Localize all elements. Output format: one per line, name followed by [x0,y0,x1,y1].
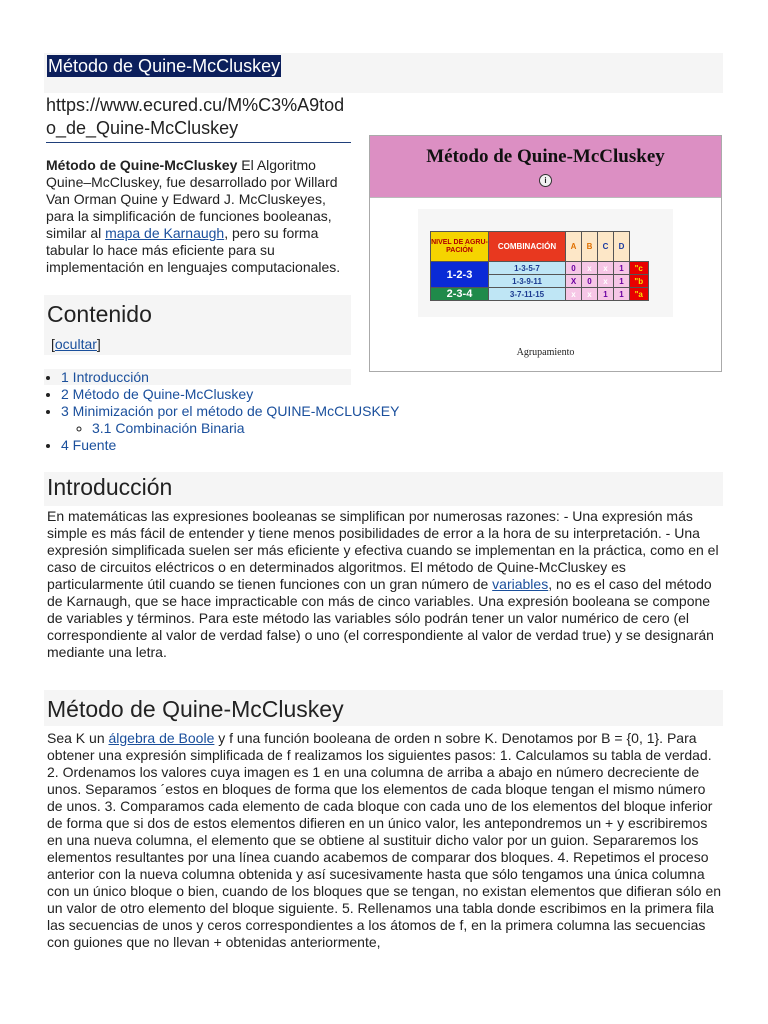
toc-sublist [61,420,399,437]
term-label: "b [630,275,649,288]
term-label: "a [630,288,649,301]
cell-d: 1 [614,275,630,288]
cell-c: x [598,262,614,275]
header-level: NIVEL DE AGRU-PACIÓN [431,232,489,262]
page-title: Método de Quine-McCluskey [48,56,281,76]
term-label: "c [630,262,649,275]
comb-cell: 1-3-9-11 [489,275,566,288]
level-cell: 2-3-4 [431,288,489,301]
header-d: D [614,232,630,262]
infobox-figure [369,135,722,372]
header-combination: COMBINACIÓN [489,232,566,262]
figure-image [418,209,673,317]
toc-item-label[interactable]: 2 Método de Quine-McCluskey [61,386,254,402]
toc-item-label[interactable]: 4 Fuente [61,437,117,453]
metodo-heading: Método de Quine-McCluskey [47,696,344,722]
karnaugh-link[interactable]: mapa de Karnaugh [105,225,225,241]
toc-item-label[interactable]: 1 Introducción [61,369,149,385]
toc-item-minimizacion[interactable] [61,403,399,437]
info-icon[interactable]: i [539,174,552,187]
cell-a: x [566,288,582,301]
intro-text-2: , pero su forma tabular lo hace más eficiente para su implementación en lenguajes computacionales. [46,225,341,275]
figure-caption: Agrupamiento [516,347,575,358]
comb-cell: 1-3-5-7 [489,262,566,275]
ocultar-link[interactable]: ocultar [54,336,97,352]
table-of-contents [30,369,399,454]
variables-link[interactable]: variables [492,576,549,592]
intro-bold-title: Método de Quine-McCluskey [46,157,238,173]
infobox-title: Método de Quine-McCluskey [426,146,665,167]
header-a: A [566,232,582,262]
metodo-text-2: y f una función booleana de orden n sobre K. Denotamos por B = {0, 1}. Para obtener una expresión simplificada de f realizamos los siguientes pasos: 1. Calculamos su tabla de verdad. 2. Ordenamos los valores cuya imagen es 1 en una columna de arriba a abajo en número decreciente de unos. Separamos ´estos en bloques de forma que los elementos de cada bloque tengan el mismo número de unos. 3. Comparamos cada elemento de cada bloque con cada uno de los elementos del bloque inferior de forma que si dos de estos elementos difieren en un único valor, les antepondremos un + y escribiremos en una nueva columna, el elemento que se obtiene al sustituir dicho valor por un guion. Separaremos los elementos resultantes por una línea cuando acabemos de comparar dos bloques. 4. Repetimos el proceso anterior con la nueva columna obtenida y así sucesivamente hasta que sólo tengamos una única columna con un único bloque o bien, cuando de los bloques que se tengan, no existan elementos que difieran sólo en un valor de otro elemento del bloque siguiente. 5. Rellenamos una tabla donde escribimos en la primera fila las secuencias de unos y ceros correspondientes a los átomos de f, en la primera columna las secuencias con guiones que no llevan + obtenidas anteriormente, [47,730,722,950]
title-bar [44,53,723,93]
comb-cell: 3-7-11-15 [489,288,566,301]
source-url: https://www.ecured.cu/M%C3%A9todo_de_Quine-McCluskey [46,94,351,143]
toc-item-label[interactable]: 3 Minimización por el método de QUINE-McCLUSKEY [61,403,400,419]
cell-a: X [566,275,582,288]
cell-b: x [582,262,598,275]
level-cell: 1-2-3 [431,262,489,288]
introduccion-text-2: , no es el caso del método de Karnaugh, que se hace impracticable con más de cinco variables. Una expresión booleana se compone de variables y términos. Para este método las variables sólo podrán tener un valor numérico de cero (el correspondiente al valor de verdad false) o uno (el correspondiente al valor de verdad true) y se designarán mediante una letra. [47,576,714,660]
intro-paragraph [46,157,346,276]
ocultar-toggle: [ocultar] [51,336,101,352]
header-b: B [582,232,598,262]
cell-c: 1 [598,288,614,301]
cell-b: 0 [582,275,598,288]
cell-d: 1 [614,288,630,301]
grouping-table [430,231,649,301]
contenido-heading: Contenido [47,301,152,327]
introduccion-heading: Introducción [47,474,173,500]
toc-item-label[interactable]: 3.1 Combinación Binaria [92,420,245,436]
toc-item-introduccion[interactable] [61,369,399,386]
intro-text-1: El Algoritmo Quine–McCluskey, fue desarrollado por Willard Van Orman Quine y Edward J. McCluskeyes, para la simplificación de funciones booleanas, similar al [46,157,338,241]
header-c: C [598,232,614,262]
cell-a: 0 [566,262,582,275]
cell-c: x [598,275,614,288]
algebra-boole-link[interactable]: álgebra de Boole [108,730,215,746]
cell-b: x [582,288,598,301]
toc-item-metodo[interactable] [61,386,399,403]
metodo-paragraph [47,730,723,951]
introduccion-text-1: En matemáticas las expresiones booleanas se simplifican por numerosas razones: - Una expresión más simple es más fácil de entender y tiene menos posibilidades de error a la hora de su interpretación. - Una expresión simplificada suelen ser más eficiente y efectiva cuando se implementan en la práctica, como en el caso de circuitos eléctricos o en determinados algoritmos. El método de Quine-McCluskey es particularmente útil cuando se tienen funciones con un gran número de [47,508,719,592]
metodo-text-1: Sea K un [47,730,109,746]
infobox-header [370,136,721,198]
toc-item-fuente[interactable] [61,437,399,454]
toc-item-combinacion[interactable] [92,420,399,437]
introduccion-paragraph [47,508,723,661]
cell-d: 1 [614,262,630,275]
